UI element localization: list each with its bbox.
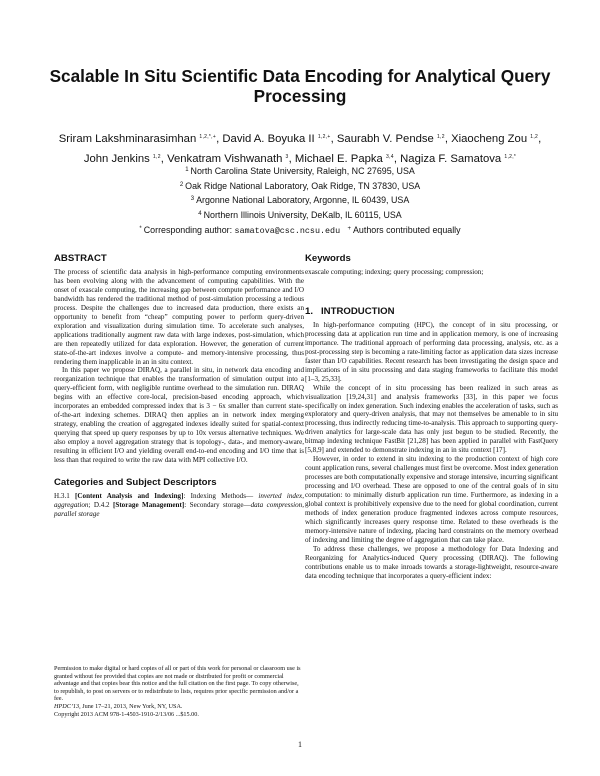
- keywords-text: exascale computing; indexing; query processing; compression;: [305, 268, 484, 276]
- author-separator: ,: [393, 153, 401, 165]
- author-name: Michael E. Papka: [294, 153, 383, 165]
- author-name: Xiaocheng Zou: [451, 133, 528, 145]
- author-separator: ,: [288, 153, 295, 165]
- author-line-1: [30, 128, 570, 148]
- copyright-notice: Permission to make digital or hard copies of all or part of this work for personal or classroom use is granted without fee provided that copies are not made or distributed for profit or commercial advantage and that copies bear this notice and the full citation on the first page. To copy otherwise, to republish, to post on servers or to redistribute to lists, requires prior specific permission and/or a fee.: [54, 665, 301, 703]
- categories-text: [54, 492, 304, 519]
- affiliation-text: Oak Ridge National Laboratory, Oak Ridge, TN 37830, USA: [185, 180, 421, 191]
- intro-paragraph-2: While the concept of in situ processing has been realized in such areas as visualization [19,24,31] and analysis frameworks [33], in this paper we focus specifically on index generation. Such indexing enables the acceleration of tasks, such as exploratory and query-driven analysis, that may not themselves be amenable to in situ processing, thus indirectly reducing time-to-analysis. This approach to supporting query-driven analytics for large-scale data has only just begun to be studied. Recently, the bitmap indexing technique FastBit [21,28] has been applied in parallel with FastQuery [5,8,9] and extended to demonstrate indexing in an in situ context [17].: [305, 383, 558, 455]
- intro-paragraph-1: In high-performance computing (HPC), the concept of in situ processing, or processing data at application run time and in application memory, is one of increasing importance. The traditional approach of performing data processing, analysis, etc. as a post-processing step is becoming a rate-limiting factor as application data sizes increase faster than I/O capabilities. Recent research has been investigating the design space and implications of in situ processing and data staging frameworks to facilitate this model [1–3, 25,33].: [305, 320, 558, 383]
- category-code-h31: H.3.1: [54, 491, 70, 500]
- paper-title: Scalable In Situ Scientific Data Encoding for Analytical Query Processing: [49, 66, 551, 106]
- left-column: [54, 252, 304, 519]
- intro-paragraph-3: However, in order to extend in situ indexing to the production context of high core count application runs, several challenges must first be overcome. Most index generation processes are both computationally expensive and storage intensive, incurring significant processing and I/O overhead. These are opposed to one of the central goals of in situ computation: to minimally disturb application run time. Furthermore, as indexing in a global context is prohibitively expensive due to the need for global coordination, current methods of index generation produce fragmented indexes across compute resources, which significantly increases query response time. Related to these overheads is the memory-intensive nature of indexing, placing hard constraints on the memory overhead of indexing and limiting the degree of aggregation that can take place.: [305, 455, 558, 544]
- affiliation-item: [40, 208, 560, 223]
- author-name: Sriram Lakshminarasimhan: [58, 133, 197, 145]
- equal-contribution-mark: +: [347, 225, 352, 232]
- category-secondary-storage: : Secondary storage—: [184, 500, 251, 509]
- affiliation-list: [40, 164, 560, 239]
- author-affiliation-mark: 1,2,+: [317, 134, 331, 140]
- abstract-heading: ABSTRACT: [54, 253, 107, 264]
- corresponding-label: Corresponding author:: [143, 224, 233, 235]
- right-column: [305, 252, 558, 581]
- venue-details: June 17–21, 2013, New York, NY, USA.: [80, 702, 183, 710]
- author-name: Saurabh V. Pendse: [336, 133, 434, 145]
- affiliation-number: 4: [198, 211, 202, 218]
- category-content-analysis: [Content Analysis and Indexing]: [75, 491, 184, 500]
- affiliation-text: North Carolina State University, Raleigh, NC 27695, USA: [190, 166, 415, 176]
- affiliation-text: Northern Illinois University, DeKalb, IL 60115, USA: [203, 210, 402, 221]
- author-list: [30, 128, 570, 168]
- author-affiliation-mark: 3: [285, 154, 289, 160]
- affiliation-number: 2: [179, 181, 184, 188]
- affiliation-item: [40, 164, 560, 179]
- category-inverted-index: inverted index, aggregation: [54, 491, 304, 509]
- author-affiliation-mark: 1,2,*,+: [199, 134, 217, 140]
- author-name: Nagiza F. Samatova: [400, 153, 502, 165]
- section-title: INTRODUCTION: [321, 305, 395, 317]
- category-storage-management: [Storage Management]: [113, 500, 185, 509]
- author-separator: ,: [538, 133, 542, 145]
- keywords-heading: Keywords: [305, 253, 351, 264]
- corresponding-author-line: [40, 223, 560, 239]
- affiliation-text: Argonne National Laboratory, Argonne, IL 60439, USA: [196, 195, 410, 206]
- corresponding-star: *: [139, 225, 142, 232]
- author-affiliation-mark: 3,4: [385, 154, 394, 160]
- author-name: David A. Boyuka II: [222, 133, 315, 145]
- author-separator: ,: [160, 153, 168, 165]
- author-name: Venkatram Vishwanath: [167, 153, 283, 165]
- author-separator: ,: [216, 133, 223, 145]
- author-separator: ,: [444, 133, 452, 145]
- copyright-block: [54, 665, 304, 718]
- affiliation-number: 1: [185, 167, 189, 173]
- author-affiliation-mark: 1,2: [436, 134, 445, 140]
- abstract-paragraph-1: The process of scientific data analysis in high-performance computing environments has been evolving along with the advancement of computing capabilities. With the onset of exascale computing, the increasing gap between compute performance and I/O bandwidth has rendered the traditional method of post-simulation processing a tedious process. Despite the challenges due to increased data production, there exists an opportunity to benefit from “cheap” computing power to perform query-driven exploration and visualization during simulation time. To accelerate such analyses, applications traditionally augment raw data with large indexes, post-simulation, which are then repeatedly utilized for data exploration. However, the generation of current state-of-the-art indexes involve a compute- and memory-intensive processing, thus rendering them inapplicable in an in situ context.: [54, 268, 304, 366]
- affiliations: [40, 164, 560, 223]
- page-number: 1: [298, 740, 302, 749]
- category-code-d42: ; D.4.2: [88, 500, 114, 509]
- author-affiliation-mark: 1,2: [530, 134, 539, 140]
- affiliation-item: [40, 179, 560, 194]
- introduction-heading: [305, 305, 558, 319]
- intro-paragraph-4: To address these challenges, we propose a methodology for Data Indexing and Reorganizing for Analytics-induced Query processing (DIRAQ). The following contributions enable us to make inroads towards a storage-lightweight, resource-aware data encoding technique that incorporates a query-efficient index:: [305, 544, 558, 580]
- author-name: John Jenkins: [83, 153, 150, 165]
- author-affiliation-mark: 1,2: [152, 154, 161, 160]
- author-affiliation-mark: 1,2,*: [504, 154, 517, 160]
- category-indexing-methods: : Indexing Methods—: [183, 491, 259, 500]
- venue-line: [54, 703, 304, 711]
- equal-contribution-note: Authors contributed equally: [353, 224, 461, 235]
- categories-heading: Categories and Subject Descriptors: [54, 476, 217, 488]
- category-data-compression: data compression, parallel storage: [54, 500, 304, 518]
- section-number: 1.: [305, 305, 314, 317]
- copyright-line: Copyright 2013 ACM 978-1-4503-1910-2/13/06 ...$15.00.: [54, 710, 199, 718]
- corresponding-email[interactable]: samatova@csc.ncsu.edu: [234, 225, 341, 236]
- author-separator: ,: [330, 133, 337, 145]
- venue-name: HPDC’13,: [54, 702, 81, 710]
- abstract-paragraph-2: In this paper we propose DIRAQ, a parallel in situ, in network data encoding and reorganization technique that enables the transformation of simulation output into a query-efficient form, with negligible runtime overhead to the simulation run. DIRAQ begins with an effective core-local, precision-based encoding approach, which incorporates an embedded compressed index that is 3 − 6x smaller than current state-of-the-art indexing schemes. DIRAQ then applies an in network index merging strategy, enabling the creation of aggregated indexes ideally suited for spatial-context querying that speed up query responses by up to 10x versus alternative techniques. We also employ a novel aggregation strategy that is topology-, data-, and memory-aware, resulting in efficient I/O and yielding overall end-to-end encoding and I/O time that is less than that required to write the raw data with MPI collective I/O.: [54, 366, 304, 465]
- affiliation-number: 3: [190, 196, 195, 203]
- affiliation-item: [40, 193, 560, 208]
